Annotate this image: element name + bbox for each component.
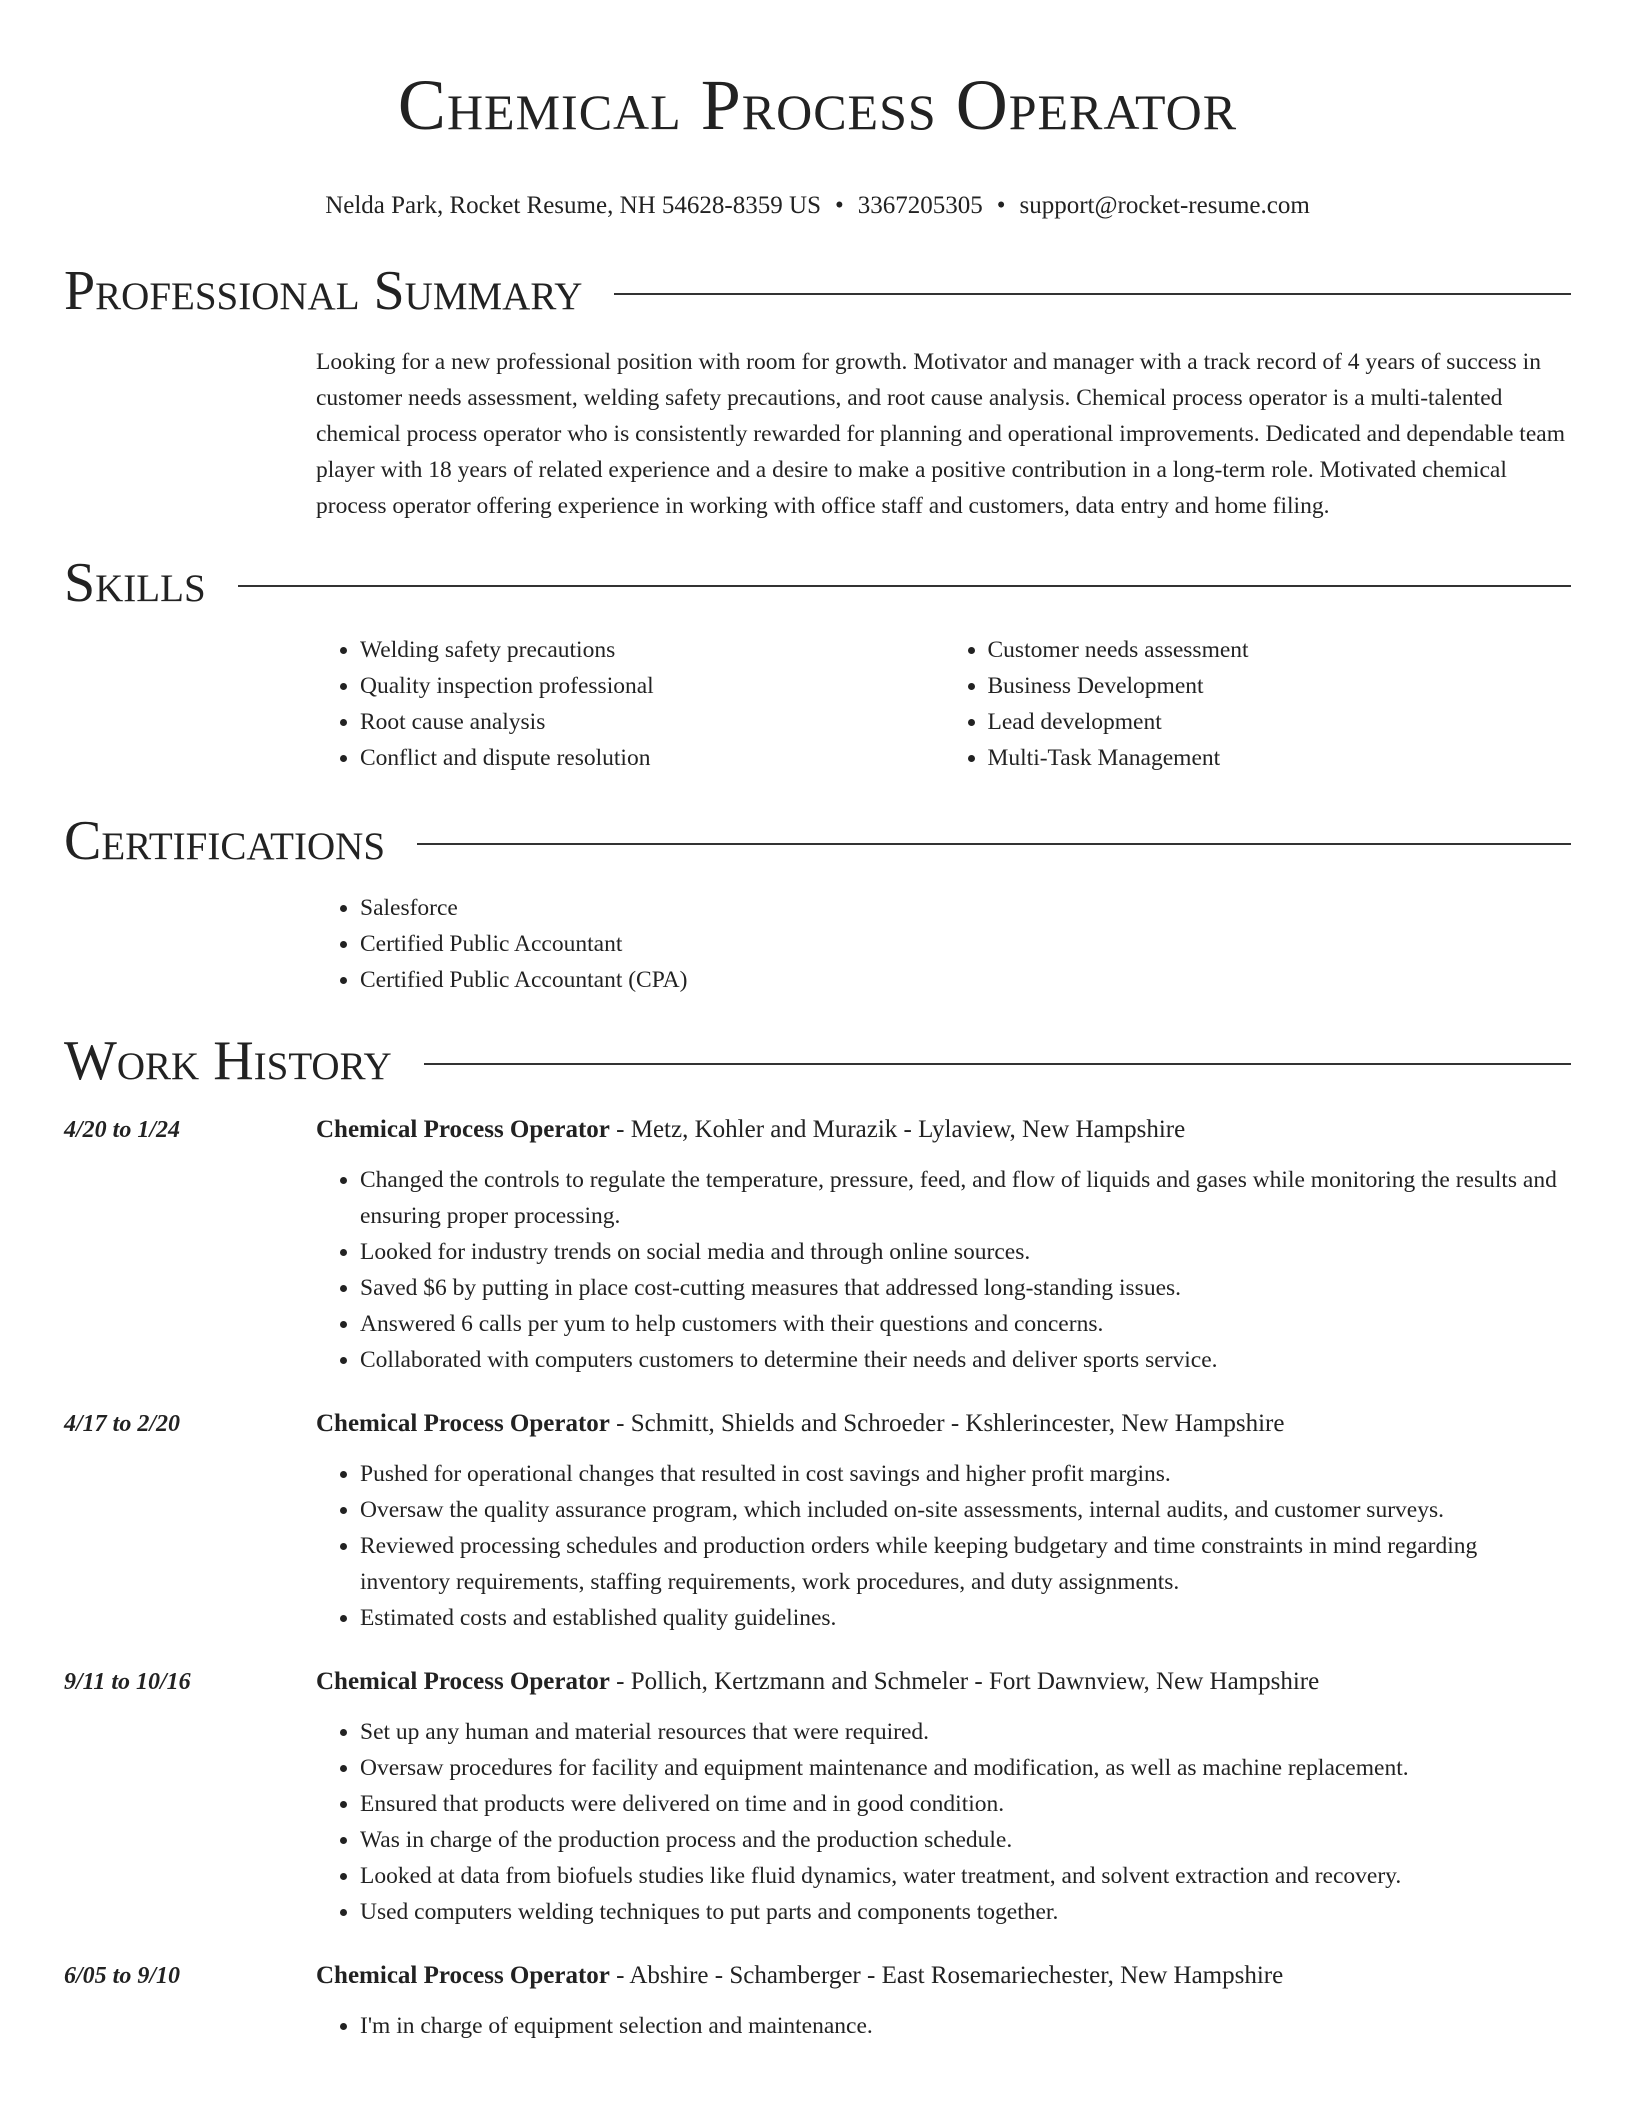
summary-text: Looking for a new professional position with room for growth. Motivator and manager with a track record of 4 years of success in customer needs assessment, welding safety precautions, and root cause analysis. Chemical process operator is a multi-talented chemical process operator who is consistently rewarded for planning and operational improvements. Dedicated and dependable team player with 18 years of related experience and a desire to make a positive contribution in a long-term role. Motivated chemical process operator offering experience in working with office staff and customers, data entry and home filing. <box>316 349 1565 519</box>
work-history-heading: Work History <box>64 1030 392 1092</box>
job-bullet: • Looked at data from biofuels studies like fluid dynamics, water treatment, and solvent extraction and recovery. <box>360 1858 1571 1894</box>
certification-item: • Certified Public Accountant <box>360 926 1571 962</box>
job-title: Chemical Process Operator <box>316 1410 610 1437</box>
contact-line <box>64 190 1571 222</box>
job-bullet: • Answered 6 calls per yum to help customers with their questions and concerns. <box>360 1306 1571 1342</box>
skills-column-left <box>316 632 944 776</box>
job-bullets <box>316 2008 1571 2044</box>
work-history-section-header <box>64 1026 1571 1096</box>
job-bullet: • Reviewed processing schedules and production orders while keeping budgetary and time constraints in mind regarding inventory requirements, staffing requirements, work procedures, and duty assignments. <box>360 1528 1571 1600</box>
skill-item: • Welding safety precautions <box>360 632 944 668</box>
job-bullet: • Collaborated with computers customers to determine their needs and deliver sports service. <box>360 1342 1571 1378</box>
section-divider <box>614 293 1571 295</box>
job-role <box>316 1112 1571 1148</box>
job-dates: 6/05 to 9/10 <box>64 1963 181 1989</box>
section-divider <box>238 585 1571 587</box>
skill-item: • Customer needs assessment <box>988 632 1572 668</box>
job-bullet: • Ensured that products were delivered on time and in good condition. <box>360 1786 1571 1822</box>
skills-column-right <box>944 632 1572 776</box>
job-employer: - Metz, Kohler and Murazik - Lylaview, New Hampshire <box>609 1116 1186 1143</box>
job-role <box>316 1406 1571 1442</box>
job-bullet: • Oversaw procedures for facility and equipment maintenance and modification, as well as machine replacement. <box>360 1750 1571 1786</box>
job-bullet: • Pushed for operational changes that resulted in cost savings and higher profit margins. <box>360 1456 1571 1492</box>
certifications-list <box>316 890 1571 998</box>
certifications-section-header <box>64 806 1571 876</box>
job-bullet: • Saved $6 by putting in place cost-cutting measures that addressed long-standing issues. <box>360 1270 1571 1306</box>
skill-item: • Conflict and dispute resolution <box>360 740 944 776</box>
contact-separator: • <box>834 192 844 219</box>
skill-item: • Root cause analysis <box>360 704 944 740</box>
resume-page <box>64 0 1571 2112</box>
job-entry <box>64 1112 1571 1378</box>
job-bullet: • Was in charge of the production process and the production schedule. <box>360 1822 1571 1858</box>
job-bullets <box>316 1714 1571 1930</box>
job-bullet: • Looked for industry trends on social media and through online sources. <box>360 1234 1571 1270</box>
job-entry <box>64 1664 1571 1930</box>
job-bullet: • Oversaw the quality assurance program, which included on-site assessments, internal audits, and customer surveys. <box>360 1492 1571 1528</box>
skills-list <box>316 632 1571 776</box>
skills-heading: Skills <box>64 552 206 614</box>
job-bullet: • Changed the controls to regulate the temperature, pressure, feed, and flow of liquids and gases while monitoring the results and ensuring proper processing. <box>360 1162 1571 1234</box>
job-dates: 4/17 to 2/20 <box>64 1411 181 1437</box>
job-title: Chemical Process Operator <box>316 1668 610 1695</box>
job-dates: 4/20 to 1/24 <box>64 1117 181 1143</box>
job-bullet: • Used computers welding techniques to put parts and components together. <box>360 1894 1571 1930</box>
certification-item: • Salesforce <box>360 890 1571 926</box>
page-title: Chemical Process Operator <box>397 65 1238 145</box>
contact-separator: • <box>996 192 1006 219</box>
skill-item: • Multi-Task Management <box>988 740 1572 776</box>
summary-heading: Professional Summary <box>64 260 583 322</box>
job-title: Chemical Process Operator <box>316 1962 610 1989</box>
certification-item: • Certified Public Accountant (CPA) <box>360 962 1571 998</box>
skill-item: • Business Development <box>988 668 1572 704</box>
skill-item: • Quality inspection professional <box>360 668 944 704</box>
job-bullets <box>316 1162 1571 1378</box>
skills-section-header <box>64 548 1571 618</box>
job-bullets <box>316 1456 1571 1636</box>
job-employer: - Abshire - Schamberger - East Rosemariechester, New Hampshire <box>609 1962 1284 1989</box>
job-bullet: • Estimated costs and established quality guidelines. <box>360 1600 1571 1636</box>
job-employer: - Schmitt, Shields and Schroeder - Kshlerincester, New Hampshire <box>609 1410 1285 1437</box>
certifications-heading: Certifications <box>64 810 386 872</box>
job-title: Chemical Process Operator <box>316 1116 610 1143</box>
section-divider <box>424 1063 1571 1065</box>
contact-address: Nelda Park, Rocket Resume, NH 54628-8359 US <box>325 192 821 219</box>
section-divider <box>417 843 1571 845</box>
job-entry <box>64 1958 1571 2044</box>
summary-section-header <box>64 256 1571 326</box>
job-dates: 9/11 to 10/16 <box>64 1669 191 1695</box>
job-bullet: • Set up any human and material resources that were required. <box>360 1714 1571 1750</box>
contact-email: support@rocket-resume.com <box>1019 192 1310 219</box>
contact-phone: 3367205305 <box>857 192 983 219</box>
job-role <box>316 1664 1571 1700</box>
job-bullet: • I'm in charge of equipment selection and maintenance. <box>360 2008 1571 2044</box>
job-employer: - Pollich, Kertzmann and Schmeler - Fort Dawnview, New Hampshire <box>609 1668 1320 1695</box>
job-role <box>316 1958 1571 1994</box>
job-entry <box>64 1406 1571 1636</box>
skill-item: • Lead development <box>988 704 1572 740</box>
